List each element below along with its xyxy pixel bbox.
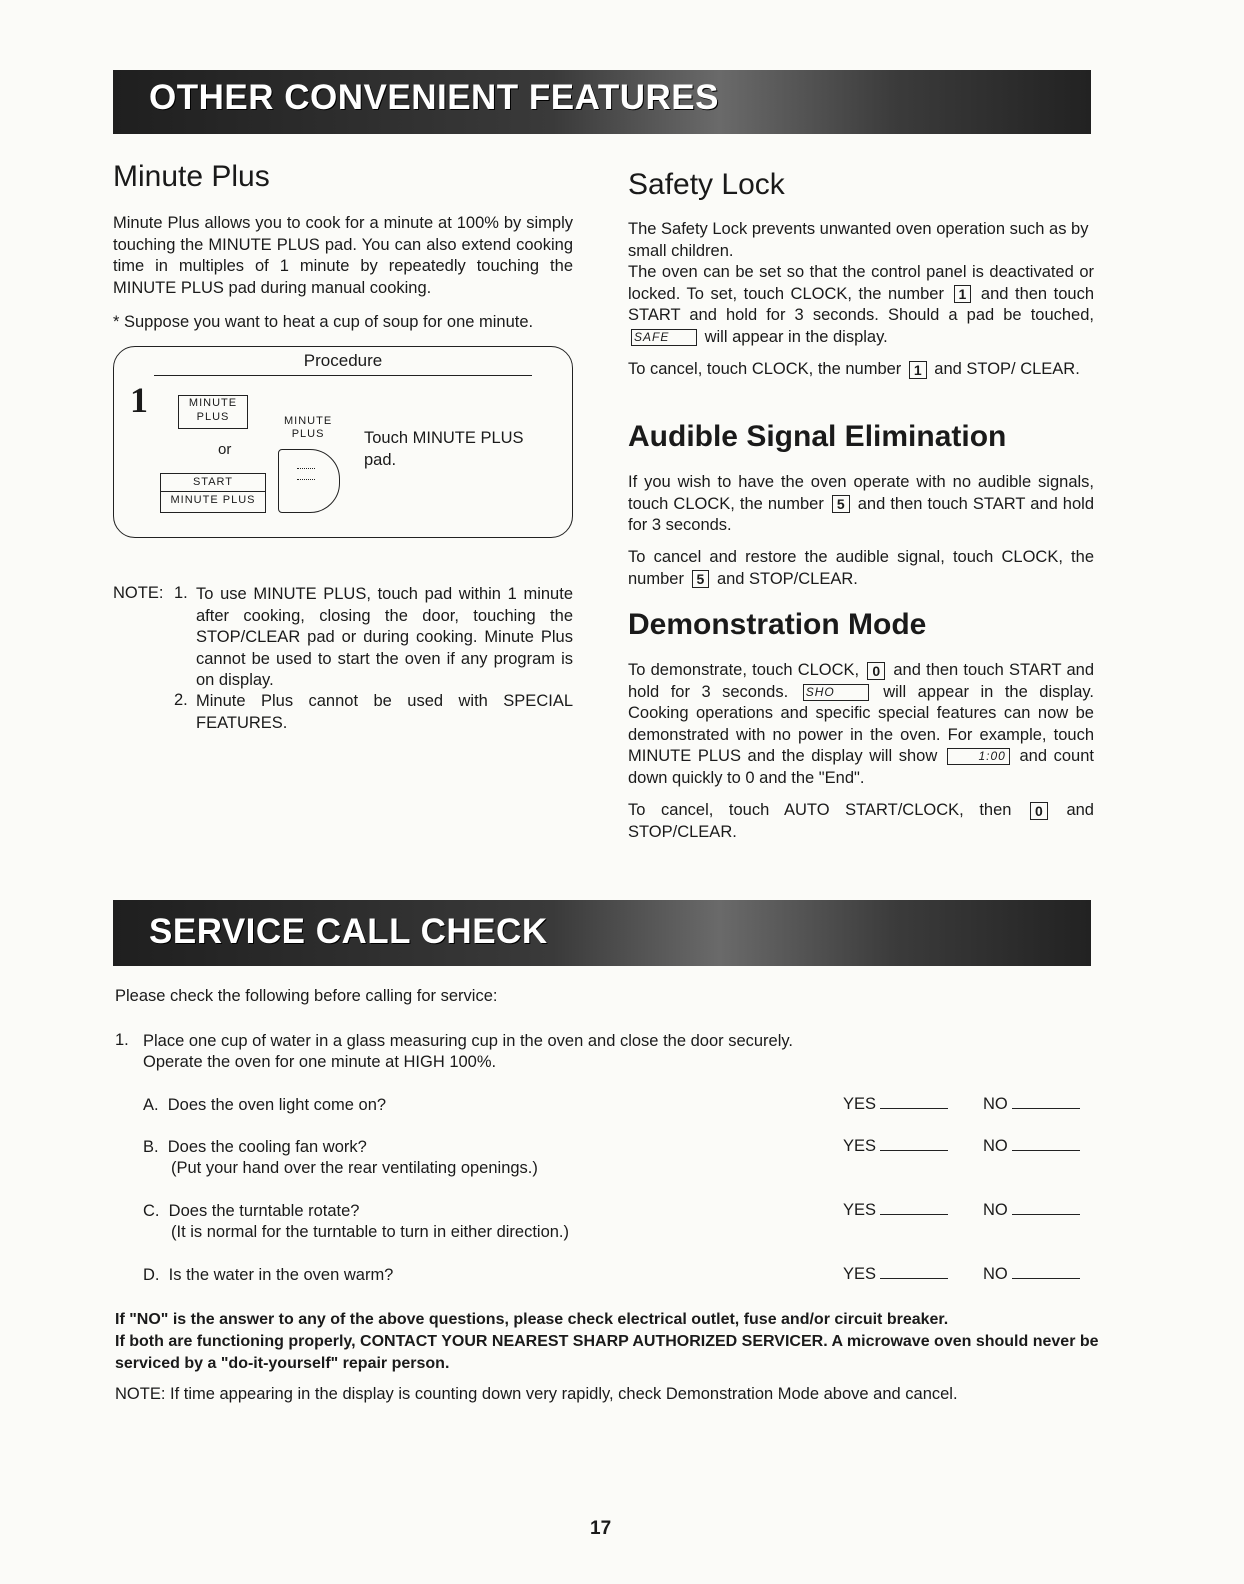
question-c: C. Does the turntable rotate? (It is normal for the turntable to turn in either direction.)	[143, 1202, 570, 1241]
service-step-1: Place one cup of water in a glass measuring cup in the oven and close the door securely. Operate the oven for one minute at HIGH 100%.	[143, 1032, 793, 1071]
answer-no-a[interactable]: NO	[983, 1095, 1080, 1114]
demo-mode-heading: Demonstration Mode	[628, 608, 927, 641]
note-2-number: 2.	[174, 691, 188, 709]
safety-lock-para-3: To cancel, touch CLOCK, the number 1 and STOP/ CLEAR.	[628, 360, 1080, 378]
demo-para-2: To cancel, touch AUTO START/CLOCK, then 0 and STOP/CLEAR.	[628, 801, 1094, 841]
minute-plus-note-label: NOTE:	[113, 584, 164, 602]
sho-display-icon: SHO	[803, 684, 869, 701]
number-5-key: 5	[832, 495, 850, 513]
number-1-key: 1	[954, 285, 972, 303]
number-5-key: 5	[692, 570, 710, 588]
service-warning-2: If both are functioning properly, CONTACT YOUR NEAREST SHARP AUTHORIZED SERVICER. A microwave oven should never be serviced by a "do-it-yourself" repair person.	[115, 1333, 1099, 1372]
answer-yes-c[interactable]: YES	[843, 1201, 948, 1220]
service-step-number: 1.	[115, 1031, 129, 1049]
procedure-title: Procedure	[154, 351, 532, 376]
question-b: B. Does the cooling fan work? (Put your hand over the rear ventilating openings.)	[143, 1138, 538, 1177]
answer-yes-b[interactable]: YES	[843, 1137, 948, 1156]
safety-lock-para-2: The oven can be set so that the control panel is deactivated or locked. To set, touch CLOCK, the number 1 and then touch START and hold for 3 seconds. Should a pad be touched, SAFE will appear in the display.	[628, 263, 1095, 346]
service-note: NOTE: If time appearing in the display is counting down very rapidly, check Demonstration Mode above and cancel.	[115, 1385, 958, 1403]
section-banner-features	[113, 70, 1091, 134]
note-1-text: To use MINUTE PLUS, touch pad within 1 minute after cooking, closing the door, touching the STOP/CLEAR pad or during cooking. Minute Plus cannot be used to start the oven if any program is on display.	[196, 585, 573, 689]
answer-yes-d[interactable]: YES	[843, 1265, 948, 1284]
number-1-key: 1	[909, 361, 927, 379]
number-0-key: 0	[1030, 802, 1048, 820]
minute-plus-key-icon: MINUTE PLUS	[178, 395, 248, 429]
safety-lock-para-1: The Safety Lock prevents unwanted oven operation such as by small children.	[628, 220, 1089, 260]
time-display-icon: 1:00	[947, 748, 1010, 765]
audible-para-2: To cancel and restore the audible signal, touch CLOCK, the number 5 and STOP/CLEAR.	[628, 548, 1094, 588]
or-label: or	[218, 441, 232, 458]
section-banner-title: SERVICE CALL CHECK	[149, 912, 548, 951]
answer-no-b[interactable]: NO	[983, 1137, 1080, 1156]
start-minute-plus-key-icon: START MINUTE PLUS	[160, 473, 266, 513]
answer-no-c[interactable]: NO	[983, 1201, 1080, 1220]
audible-signal-heading: Audible Signal Elimination	[628, 420, 1007, 453]
safety-lock-heading: Safety Lock	[628, 168, 785, 201]
number-0-key: 0	[867, 662, 885, 680]
minute-plus-paragraph: Minute Plus allows you to cook for a minute at 100% by simply touching the MINUTE PLUS pad. You can also extend cooking time in multiples of 1 minute by repeatedly touching the MINUTE PLUS pad during manual cooking.	[113, 214, 573, 297]
question-d: D. Is the water in the oven warm?	[143, 1266, 394, 1284]
minute-plus-example: * Suppose you want to heat a cup of soup for one minute.	[113, 313, 534, 331]
note-2-text: Minute Plus cannot be used with SPECIAL FEATURES.	[196, 692, 573, 732]
safe-display-icon: SAFE	[631, 329, 697, 346]
procedure-box	[113, 346, 573, 538]
procedure-instruction: Touch MINUTE PLUS pad.	[364, 429, 524, 469]
demo-para-1: To demonstrate, touch CLOCK, 0 and then touch START and hold for 3 seconds. SHO will appear in the display. Cooking operations and specific special features can now be demonstrated with no power in the oven. For example, touch MINUTE PLUS and the display will show 1:00 and count down quickly to 0 and the "End".	[628, 661, 1094, 787]
question-a: A. Does the oven light come on?	[143, 1096, 387, 1114]
pad-label: MINUTE PLUS	[284, 415, 333, 440]
service-warning-1: If "NO" is the answer to any of the above questions, please check electrical outlet, fuse and/or circuit breaker.	[115, 1311, 949, 1328]
step-number: 1	[130, 380, 148, 420]
answer-yes-a[interactable]: YES	[843, 1095, 948, 1114]
section-banner-service	[113, 900, 1091, 966]
section-banner-title: OTHER CONVENIENT FEATURES	[149, 78, 719, 117]
note-1-number: 1.	[174, 584, 188, 602]
audible-para-1: If you wish to have the oven operate with no audible signals, touch CLOCK, the number 5 and then touch START and hold for 3 seconds.	[628, 473, 1094, 534]
minute-plus-heading: Minute Plus	[113, 160, 270, 193]
service-intro: Please check the following before calling for service:	[115, 987, 498, 1005]
page-number: 17	[590, 1518, 612, 1539]
answer-no-d[interactable]: NO	[983, 1265, 1080, 1284]
finger-press-icon	[278, 449, 340, 513]
